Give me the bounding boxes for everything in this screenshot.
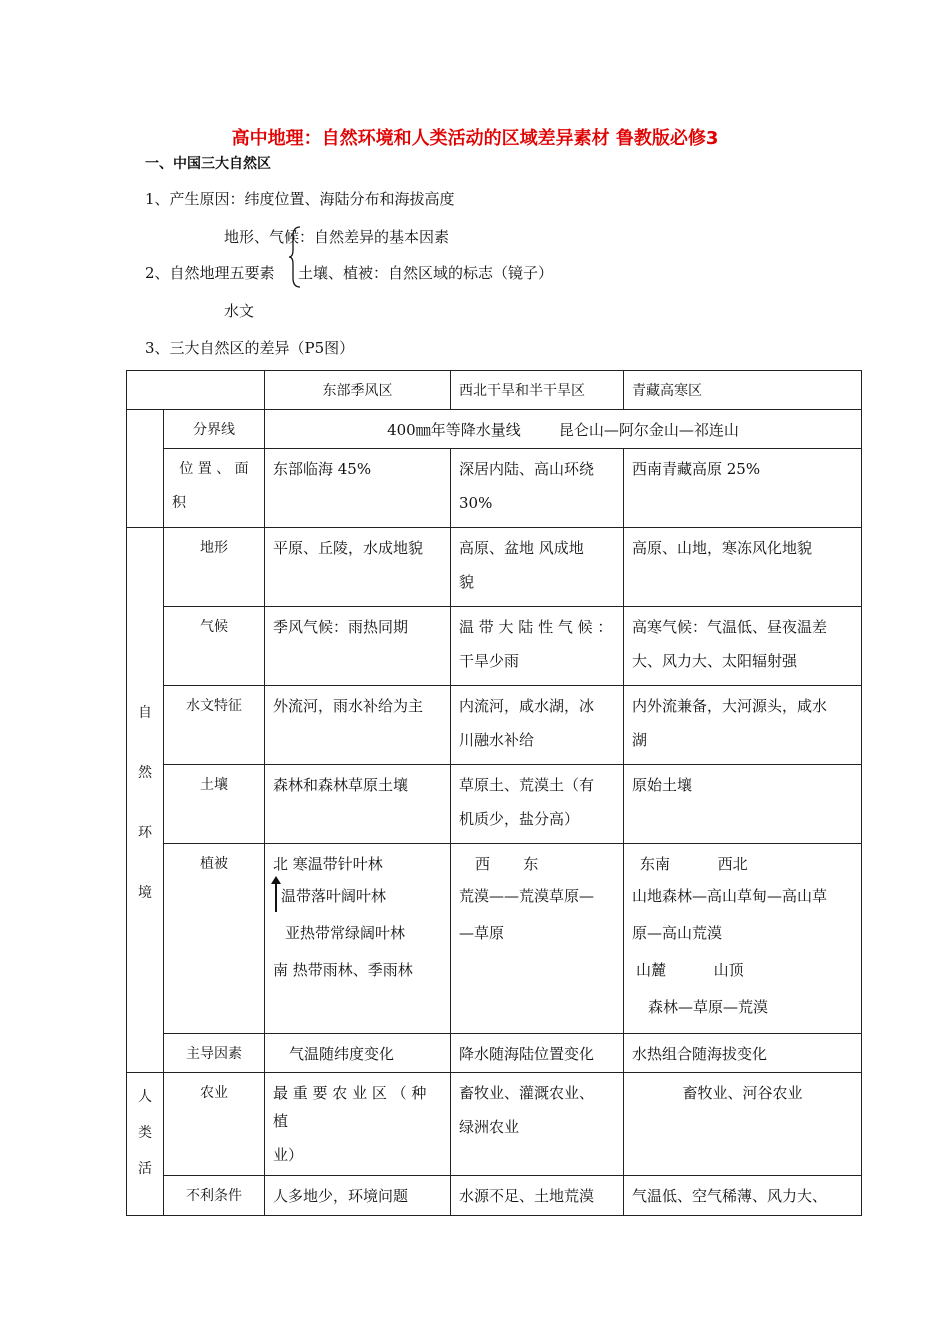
group-natural-char1: 自 [138, 705, 152, 721]
vegetation-qz-line5: 森林—草原—荒漠 [648, 998, 769, 1016]
header-empty-cell [127, 371, 265, 410]
paragraph-cause: 1、产生原因：纬度位置、海陆分布和海拔高度 [145, 190, 455, 208]
climate-northwest [451, 607, 624, 686]
soil-northwest [451, 765, 624, 844]
position-nw-line1: 深居内陆、高山环绕 [459, 460, 595, 478]
header-east: 东部季风区 [265, 371, 451, 410]
row-label-position [164, 449, 265, 528]
adverse-qingzang: 气温低、空气稀薄、风力大、 [624, 1176, 862, 1216]
climate-qz-line1: 高寒气候：气温低、昼夜温差 [632, 618, 828, 636]
paragraph-differences: 3、三大自然区的差异（P5图） [145, 339, 355, 357]
section-heading: 一、中国三大自然区 [145, 156, 271, 172]
vegetation-east-line4: 南 热带雨林、季雨林 [273, 961, 413, 979]
table-row-position [127, 449, 862, 528]
header-qingzang: 青藏高寒区 [624, 371, 862, 410]
hydrology-nw-line2: 川融水补给 [459, 731, 535, 749]
group-natural-char2: 然 [138, 765, 152, 781]
table-row-terrain [127, 528, 862, 607]
vegetation-nw-line3: —草原 [459, 924, 505, 942]
climate-qz-line2: 大、风力大、太阳辐射强 [632, 652, 798, 670]
table-row-vegetation [127, 844, 862, 1034]
row-label-climate: 气候 [164, 607, 265, 686]
position-east: 东部临海 45% [265, 449, 451, 528]
agriculture-east-line1: 最 重 要 农 业 区 （ 种 植 [273, 1084, 427, 1130]
dominant-qingzang: 水热组合随海拔变化 [624, 1034, 862, 1073]
climate-nw-line2: 干旱少雨 [459, 652, 520, 670]
agriculture-nw-line1: 畜牧业、灌溉农业、 [459, 1084, 595, 1102]
paragraph-terrain-climate: 地形、气候：自然差异的基本因素 [224, 228, 450, 246]
group-human-char2: 类 [138, 1125, 152, 1141]
arrow-up-icon [275, 882, 277, 912]
dominant-northwest: 降水随海陆位置变化 [451, 1034, 624, 1073]
vegetation-qz-line2: 山地森林—高山草甸—高山草 [632, 887, 828, 905]
boundary-cell [265, 410, 862, 449]
row-label-adverse: 不利条件 [164, 1176, 265, 1216]
hydrology-nw-line1: 内流河，咸水湖，冰 [459, 697, 595, 715]
position-label-line2: 积 [172, 495, 186, 511]
position-nw-line2: 30% [459, 494, 493, 512]
row-label-agriculture: 农业 [164, 1073, 265, 1176]
table-row-soil [127, 765, 862, 844]
row-label-soil: 土壤 [164, 765, 265, 844]
vegetation-qz-line4: 山麓 山顶 [636, 961, 744, 979]
table-row-climate [127, 607, 862, 686]
soil-nw-line1: 草原土、荒漠土（有 [459, 776, 595, 794]
terrain-nw-line1: 高原、盆地 风成地 [459, 539, 584, 557]
agriculture-east-line2: 业） [273, 1146, 304, 1164]
vegetation-east-line2-wrap [273, 878, 442, 915]
vegetation-east-line2: 温带落叶阔叶林 [281, 887, 387, 905]
vegetation-qz-line1: 东南 西北 [640, 855, 748, 873]
terrain-east: 平原、丘陵，水成地貌 [265, 528, 451, 607]
agriculture-northwest [451, 1073, 624, 1176]
table-row-hydrology [127, 686, 862, 765]
position-label-line1: 位 置 、 面 [179, 461, 249, 477]
climate-east: 季风气候：雨热同期 [265, 607, 451, 686]
vegetation-east-line1: 北 寒温带针叶林 [273, 855, 383, 873]
boundary-precipitation: 400㎜年等降水量线 [387, 421, 521, 439]
hydrology-qz-line1: 内外流兼备，大河源头，咸水 [632, 697, 828, 715]
terrain-nw-line2: 貌 [459, 573, 475, 591]
agriculture-qingzang: 畜牧业、河谷农业 [624, 1073, 862, 1176]
table-row-adverse [127, 1176, 862, 1216]
vegetation-qingzang [624, 844, 862, 1034]
terrain-northwest [451, 528, 624, 607]
vegetation-northwest [451, 844, 624, 1034]
group-natural-char4: 境 [138, 885, 152, 901]
group-natural-char3: 环 [138, 825, 152, 841]
paragraph-hydrology: 水文 [224, 302, 255, 320]
hydrology-qingzang [624, 686, 862, 765]
vegetation-nw-line2: 荒漠——荒漠草原— [459, 887, 595, 905]
group-human-char3: 活 [138, 1161, 152, 1177]
position-qingzang: 西南青藏高原 25% [624, 449, 862, 528]
row-label-dominant: 主导因素 [164, 1034, 265, 1073]
group-empty-cell [127, 410, 164, 528]
table-row-agriculture [127, 1073, 862, 1176]
group-natural-environment [127, 528, 164, 1073]
hydrology-qz-line2: 湖 [632, 731, 648, 749]
hydrology-east: 外流河，雨水补给为主 [265, 686, 451, 765]
vegetation-east-line3: 亚热带常绿阔叶林 [285, 924, 406, 942]
row-label-boundary: 分界线 [164, 410, 265, 449]
table-row-boundary [127, 410, 862, 449]
agriculture-nw-line2: 绿洲农业 [459, 1118, 520, 1136]
vegetation-nw-line1: 西 东 [475, 855, 539, 873]
climate-nw-line1: 温 带 大 陆 性 气 候 ： [459, 618, 613, 636]
paragraph-soil-vegetation: 土壤、植被：自然区域的标志（镜子） [298, 264, 554, 282]
header-northwest: 西北干旱和半干旱区 [451, 371, 624, 410]
row-label-hydrology: 水文特征 [164, 686, 265, 765]
position-northwest [451, 449, 624, 528]
agriculture-east [265, 1073, 451, 1176]
group-human-char1: 人 [138, 1089, 152, 1105]
vegetation-east [265, 844, 451, 1034]
adverse-east: 人多地少，环境问题 [265, 1176, 451, 1216]
page-title: 高中地理：自然环境和人类活动的区域差异素材 鲁教版必修3 [231, 128, 719, 149]
table-header-row [127, 371, 862, 410]
comparison-table [126, 370, 862, 1216]
soil-qingzang: 原始土壤 [624, 765, 862, 844]
row-label-vegetation: 植被 [164, 844, 265, 1034]
paragraph-five-elements-label: 2、自然地理五要素 [145, 264, 275, 282]
soil-east: 森林和森林草原土壤 [265, 765, 451, 844]
row-label-terrain: 地形 [164, 528, 265, 607]
terrain-qingzang: 高原、山地，寒冻风化地貌 [624, 528, 862, 607]
dominant-east: 气温随纬度变化 [265, 1034, 451, 1073]
climate-qingzang [624, 607, 862, 686]
group-human-activity [127, 1073, 164, 1216]
soil-nw-line2: 机质少，盐分高） [459, 810, 580, 828]
boundary-mountains: 昆仑山—阿尔金山—祁连山 [558, 421, 739, 439]
table-row-dominant [127, 1034, 862, 1073]
vegetation-qz-line3: 原—高山荒漠 [632, 924, 723, 942]
hydrology-northwest [451, 686, 624, 765]
adverse-northwest: 水源不足、土地荒漠 [451, 1176, 624, 1216]
